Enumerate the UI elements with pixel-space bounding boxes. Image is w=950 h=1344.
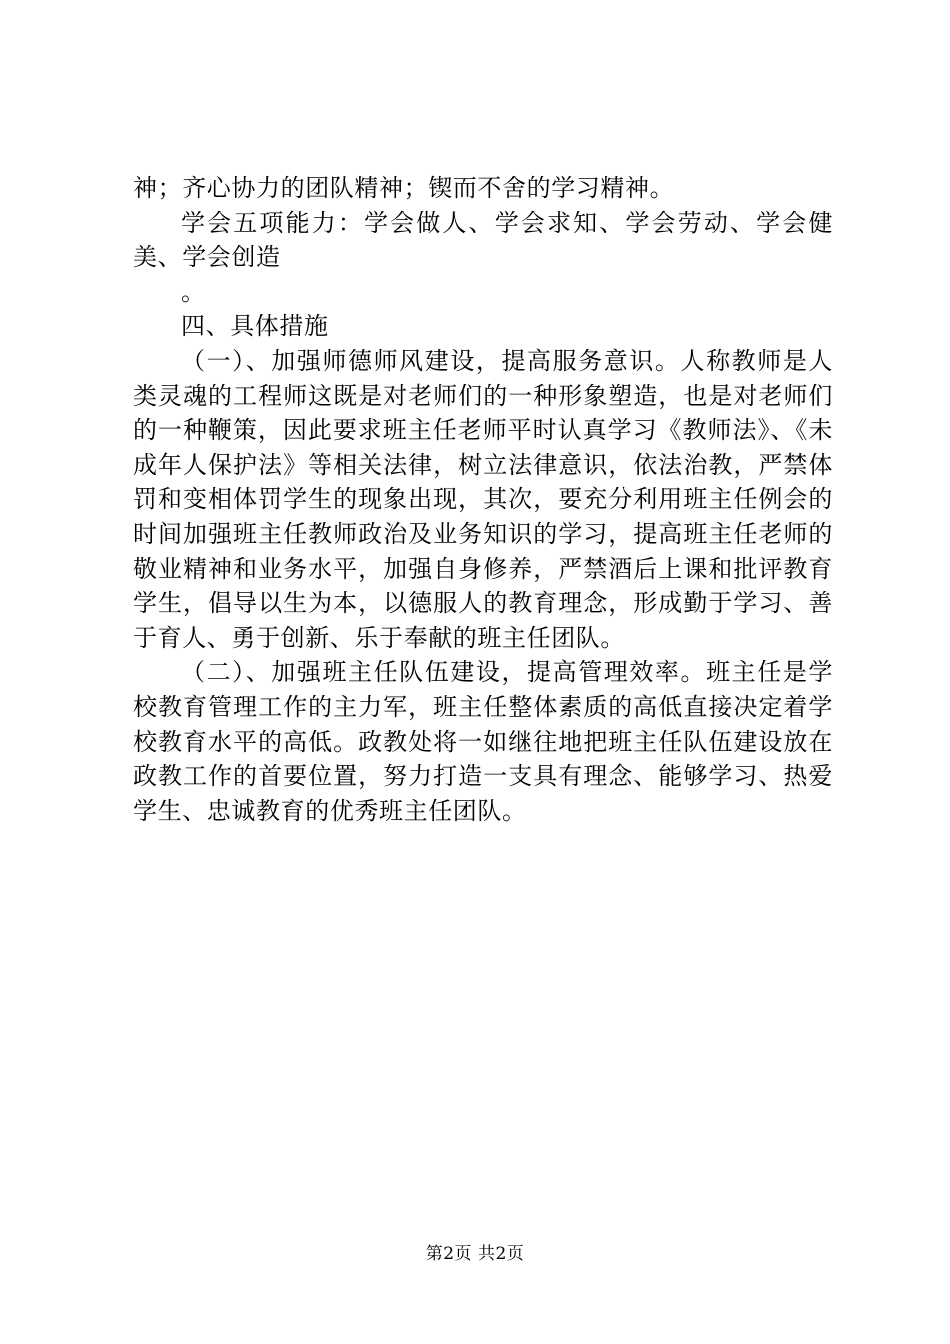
document-body [133,171,833,828]
paragraph-measure-one: （一）、加强师德师风建设，提高服务意识。人称教师是人类灵魂的工程师这既是对老师们的一种形象塑造，也是对老师们的一种鞭策，因此要求班主任老师平时认真学习《教师法》、《未成年人保护法》等相关法律，树立法律意识，依法治教，严禁体罚和变相体罚学生的现象出现，其次，要充分利用班主任例会的时间加强班主任教师政治及业务知识的学习，提高班主任老师的敬业精神和业务水平，加强自身修养，严禁酒后上课和批评教育学生，倡导以生为本，以德服人的教育理念，形成勤于学习、善于育人、勇于创新、乐于奉献的班主任团队。 [133,346,833,652]
paragraph-measure-two: （二）、加强班主任队伍建设，提高管理效率。班主任是学校教育管理工作的主力军，班主任整体素质的高低直接决定着学校教育水平的高低。政教处将一如继往地把班主任队伍建设放在政教工作的首要位置，努力打造一支具有理念、能够学习、热爱学生、忠诚教育的优秀班主任团队。 [133,658,833,825]
section-heading-measures: 四、具体措施 [181,312,329,341]
page-number-footer: 第2页 共2页 [425,1244,525,1264]
paragraph-period: 。 [181,277,206,306]
paragraph-spirit-continuation: 神；齐心协力的团队精神；锲而不舍的学习精神。 [133,174,675,202]
paragraph-five-abilities: 学会五项能力：学会做人、学会求知、学会劳动、学会健美、学会创造 [133,208,833,272]
